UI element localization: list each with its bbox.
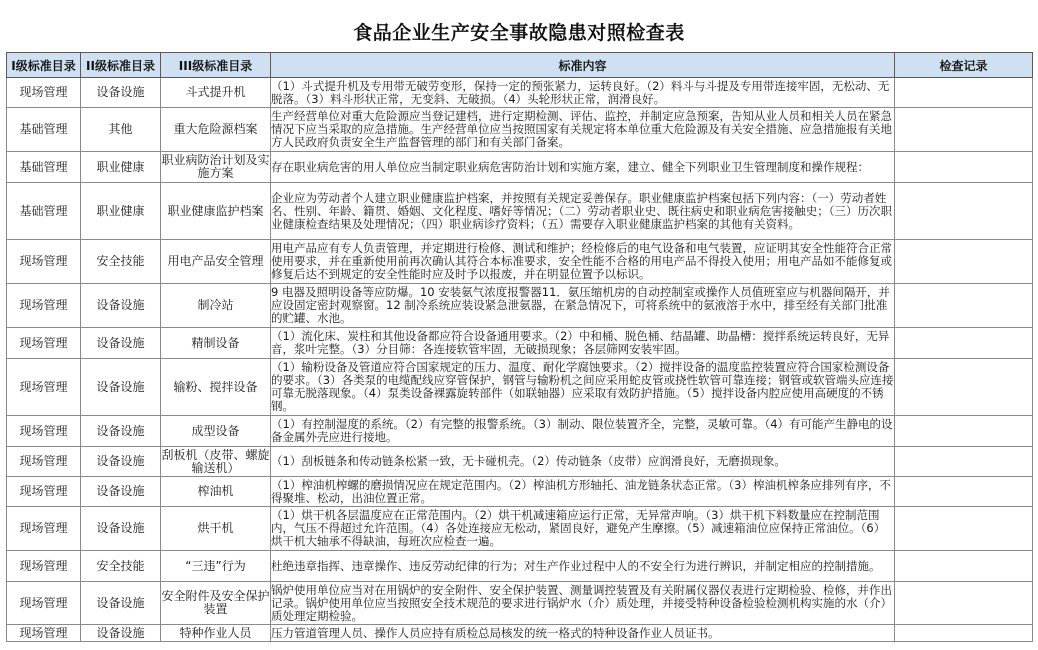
cell-level3[interactable]: 特种作业人员	[161, 625, 271, 642]
cell-standard-content[interactable]	[271, 359, 895, 416]
table-row	[7, 582, 1033, 625]
cell-level1[interactable]: 现场管理	[7, 477, 81, 507]
header-check-record[interactable]: 检查记录	[895, 53, 1033, 78]
table-row	[7, 108, 1033, 152]
standard-content-text: 杜绝违章指挥、违章操作、违反劳动纪律的行为；对生产作业过程中人的不安全行为进行辨识，并制定相应的控制措施。	[271, 559, 881, 573]
cell-level1[interactable]: 现场管理	[7, 328, 81, 359]
cell-standard-content[interactable]	[271, 416, 895, 447]
cell-level2[interactable]: 设备设施	[81, 582, 161, 625]
header-level2[interactable]: II级标准目录	[81, 53, 161, 78]
table-row	[7, 507, 1033, 551]
table-row	[7, 240, 1033, 284]
table-row	[7, 551, 1033, 582]
cell-standard-content[interactable]	[271, 625, 895, 642]
cell-level2[interactable]: 设备设施	[81, 507, 161, 551]
table-row	[7, 359, 1033, 416]
header-level3[interactable]: III级标准目录	[161, 53, 271, 78]
standard-content-text: （1）斗式提升机及专用带无破劳变形，保持一定的预张紧力，运转良好。（2）料斗与斗提及专用带连接牢固，无松动、无脱落。（3）料斗形状正常，无变斜、无破损。（4）头轮形状正常，润滑良好。	[271, 79, 890, 106]
cell-level1[interactable]: 现场管理	[7, 625, 81, 642]
cell-level2[interactable]: 设备设施	[81, 447, 161, 477]
table-row	[7, 78, 1033, 108]
cell-level1[interactable]: 现场管理	[7, 551, 81, 582]
cell-check-record[interactable]	[895, 108, 1033, 152]
cell-check-record[interactable]	[895, 284, 1033, 328]
cell-level2[interactable]: 设备设施	[81, 625, 161, 642]
cell-level2[interactable]: 其他	[81, 108, 161, 152]
cell-standard-content[interactable]	[271, 507, 895, 551]
standard-content-text: （1）有控制湿度的系统。（2）有完整的报警系统。（3）制动、限位装置齐全，完整，灵敏可靠。（4）有可能产生静电的设备金属外壳应进行接地。	[271, 418, 893, 444]
cell-standard-content[interactable]	[271, 108, 895, 152]
cell-level1[interactable]: 基础管理	[7, 183, 81, 240]
table-row	[7, 416, 1033, 447]
header-level1[interactable]: I级标准目录	[7, 53, 81, 78]
cell-level3[interactable]: “三违”行为	[161, 551, 271, 582]
standard-content-text: 锅炉使用单位应当对在用锅炉的安全附件、安全保护装置、测量调控装置及有关附属仪器仪表进行定期检验、检修，并作出记录。锅炉使用单位应当按照安全技术规范的要求进行锅炉水（介）质处理，并接受特种设备检验检测机构实施的水（介）质处理定期检验。	[271, 583, 892, 623]
cell-level2[interactable]: 设备设施	[81, 359, 161, 416]
cell-level1[interactable]: 现场管理	[7, 240, 81, 284]
cell-check-record[interactable]	[895, 78, 1033, 108]
standard-content-text: （1）榨油机榨螺的磨损情况应在规定范围内。（2）榨油机方形轴托、油龙链条状态正常。（3）榨油机榨条应排列有序，不得聚堆、松动，出油位置正常。	[271, 478, 891, 505]
cell-check-record[interactable]	[895, 507, 1033, 551]
cell-level1[interactable]: 现场管理	[7, 416, 81, 447]
cell-check-record[interactable]	[895, 582, 1033, 625]
cell-standard-content[interactable]	[271, 240, 895, 284]
standard-content-text: 存在职业病危害的用人单位应当制定职业病危害防治计划和实施方案，建立、健全下列职业卫生管理制度和操作规程：	[271, 160, 869, 174]
cell-standard-content[interactable]	[271, 284, 895, 328]
cell-check-record[interactable]	[895, 625, 1033, 642]
standard-content-text: （1）流化床、炭柱和其他设备都应符合设备通用要求。（2）中和桶、脱色桶、结晶罐、助晶槽：搅拌系统运转良好，无异音，浆叶完整。（3）分目筛：各连接软管牢固，无破损现象；各层筛网安装牢固。	[271, 330, 890, 356]
cell-level3[interactable]: 精制设备	[161, 328, 271, 359]
cell-level3[interactable]: 安全附件及安全保护装置	[161, 582, 271, 625]
cell-standard-content[interactable]	[271, 183, 895, 240]
table-row	[7, 447, 1033, 477]
cell-level1[interactable]: 基础管理	[7, 108, 81, 152]
page-title: 食品企业生产安全事故隐患对照检查表	[353, 22, 685, 44]
cell-level3[interactable]: 榨油机	[161, 477, 271, 507]
table-row	[7, 477, 1033, 507]
standard-content-text: 企业应为劳动者个人建立职业健康监护档案，并按照有关规定妥善保存。职业健康监护档案包括下列内容：（一）劳动者姓名、性别、年龄、籍贯、婚姻、文化程度、嗜好等情况；（二）劳动者职业史、既往病史和职业病危害接触史；（三）历次职业健康检查结果及处理情况；（四）职业病诊疗资料；（五）需要存入职业健康监护档案的其他有关资料。	[271, 191, 892, 231]
cell-level3[interactable]: 职业健康监护档案	[161, 183, 271, 240]
table-row	[7, 328, 1033, 359]
header-content[interactable]: 标准内容	[271, 53, 895, 78]
cell-level2[interactable]: 安全技能	[81, 240, 161, 284]
cell-level3[interactable]: 成型设备	[161, 416, 271, 447]
standard-content-text: 9 电器及照明设备等应防爆。10 安装氨气浓度报警器11．氨压缩机房的自动控制室或操作人员值班室应与机器间隔开，并应设固定密封观察窗。12 制冷系统应装设紧急泄氨器，在紧急情况下，可将系统中的氨液溶于水中，排至经有关部门批准的贮罐、水池。	[271, 286, 890, 325]
cell-standard-content[interactable]	[271, 78, 895, 108]
inspection-table	[6, 52, 1033, 642]
standard-content-text: 压力管道管理人员、操作人员应持有质检总局核发的统一格式的特种设备作业人员证书。	[271, 626, 720, 640]
cell-level2[interactable]: 设备设施	[81, 284, 161, 328]
table-row	[7, 152, 1033, 183]
cell-level1[interactable]: 现场管理	[7, 582, 81, 625]
cell-check-record[interactable]	[895, 328, 1033, 359]
cell-level2[interactable]: 职业健康	[81, 152, 161, 183]
cell-check-record[interactable]	[895, 416, 1033, 447]
cell-check-record[interactable]	[895, 359, 1033, 416]
cell-level3[interactable]: 用电产品安全管理	[161, 240, 271, 284]
standard-content-text: 用电产品应有专人负责管理，并定期进行检修、测试和维护；经检修后的电气设备和电气装置，应证明其安全性能符合正常使用要求，并在重新使用前再次确认其符合本标准要求，安全性能不合格的用电产品不得投入使用；用电产品如不能修复或修复后达不到规定的安全性能时应及时予以报废，并在明显位置予以标识。	[271, 242, 892, 281]
cell-level2[interactable]: 设备设施	[81, 78, 161, 108]
cell-check-record[interactable]	[895, 183, 1033, 240]
standard-content-text: （1）烘干机各层温度应在正常范围内。（2）烘干机减速箱应运行正常，无异常声响。（3）烘干机下料数量应在控制范围内，气压不得超过允许范围。（4）各处连接应无松动，紧固良好，避免产生摩擦。（5）减速箱油位应保持正常油位。（6）烘干机大轴承不得缺油，每班次应检查一遍。	[271, 509, 886, 548]
cell-level1[interactable]: 现场管理	[7, 78, 81, 108]
cell-standard-content[interactable]	[271, 447, 895, 477]
cell-level1[interactable]: 现场管理	[7, 507, 81, 551]
cell-check-record[interactable]	[895, 477, 1033, 507]
cell-level3[interactable]: 制冷站	[161, 284, 271, 328]
cell-level3[interactable]: 刮板机（皮带、螺旋输送机）	[161, 447, 270, 475]
cell-level3[interactable]: 职业病防治计划及实施方案	[161, 152, 271, 183]
cell-standard-content[interactable]	[271, 582, 895, 625]
cell-level1[interactable]: 现场管理	[7, 284, 81, 328]
table-row	[7, 284, 1033, 328]
cell-level2[interactable]: 设备设施	[81, 328, 161, 359]
standard-content-text: 生产经营单位对重大危险源应当登记建档，进行定期检测、评估、监控，并制定应急预案，告知从业人员和相关人员在紧急情况下应当采取的应急措施。生产经营单位应当按照国家有关规定将本单位重大危险源及有关安全措施、应急措施报有关地方人民政府负责安全生产监督管理的部门和有关部门备案。	[271, 110, 892, 149]
cell-level1[interactable]: 现场管理	[7, 359, 81, 416]
cell-level2[interactable]: 安全技能	[81, 551, 161, 582]
cell-check-record[interactable]	[895, 447, 1033, 477]
table-row	[7, 625, 1033, 642]
cell-level3[interactable]: 斗式提升机	[161, 78, 271, 108]
standard-content-text: （1）刮板链条和传动链条松紧一致，无卡碰机壳。（2）传动链条（皮带）应润滑良好，无磨损现象。	[271, 455, 786, 468]
cell-check-record[interactable]	[895, 152, 1033, 183]
cell-level3[interactable]: 输粉、搅拌设备	[161, 359, 271, 416]
cell-level2[interactable]: 设备设施	[81, 477, 161, 507]
table-row	[7, 183, 1033, 240]
cell-level3[interactable]: 重大危险源档案	[161, 108, 271, 152]
cell-standard-content[interactable]	[271, 328, 895, 359]
cell-level2[interactable]: 设备设施	[81, 416, 161, 447]
table-header-row	[7, 53, 1033, 78]
cell-check-record[interactable]	[895, 240, 1033, 284]
cell-level2[interactable]: 职业健康	[81, 183, 161, 240]
cell-level1[interactable]: 基础管理	[7, 152, 81, 183]
cell-standard-content[interactable]	[271, 551, 895, 582]
standard-content-text: （1）输粉设备及管道应符合国家规定的压力、温度、耐化学腐蚀要求。（2）搅拌设备的温度监控装置应符合国家检测设备的要求。（3）各类泵的电缆配线应穿管保护，钢管与输粉机之间应采用蛇皮管或挠性软管可靠连接；钢管或软管端头应连接可靠无脱落现象。（4）泵类设备裸露旋转部件（如联轴器）应采取有效防护措施。（5）搅拌设备内腔应使用高硬度的不锈钢。	[271, 361, 894, 413]
cell-level1[interactable]: 现场管理	[7, 447, 81, 477]
cell-standard-content[interactable]	[271, 477, 895, 507]
cell-level3[interactable]: 烘干机	[161, 507, 271, 551]
cell-standard-content[interactable]	[271, 152, 895, 183]
cell-check-record[interactable]	[895, 551, 1033, 582]
